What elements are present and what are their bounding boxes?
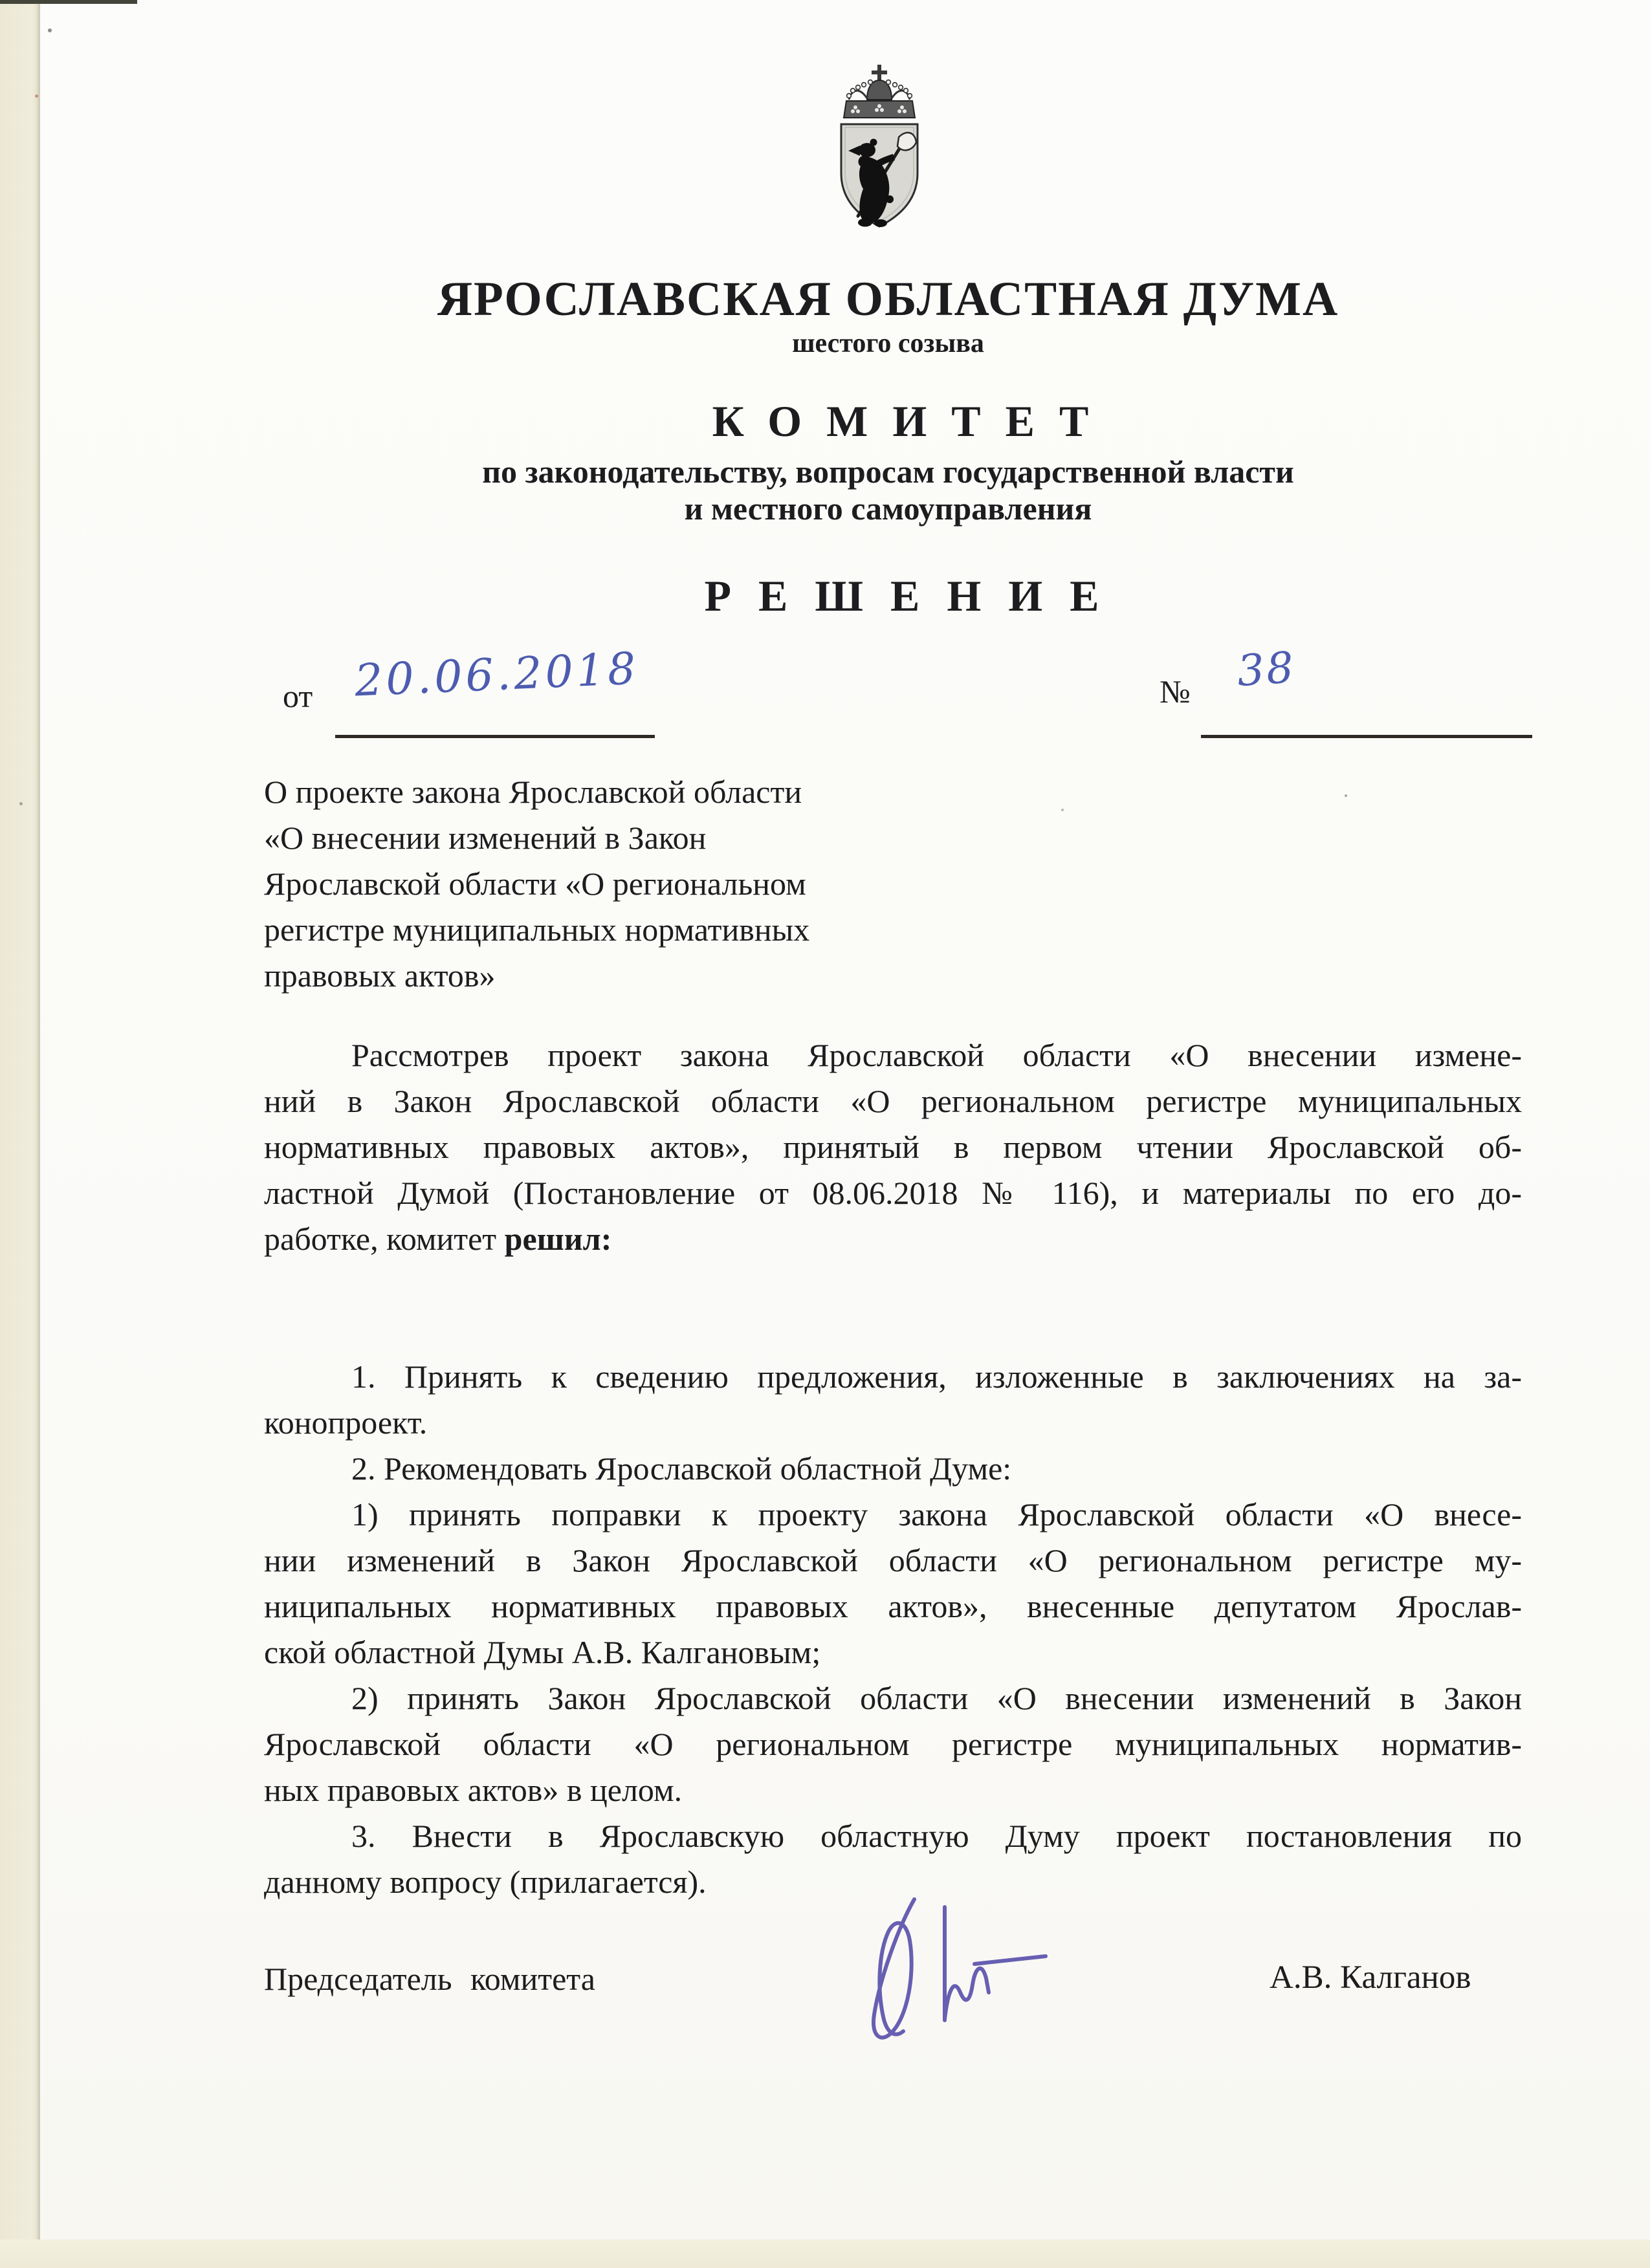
body-line: ных правовых актов» в целом. [264, 1772, 683, 1808]
body-line: ний в Закон Ярославской области «О региональном регистре муниципальных [264, 1083, 1522, 1119]
number-label: № [1160, 673, 1191, 710]
body-line: работке, комитет решил: [264, 1221, 612, 1257]
number-underline [1201, 735, 1532, 738]
document-type-title: РЕШЕНИЕ [704, 571, 1127, 620]
committee-description-line2: и местного самоуправления [684, 490, 1092, 527]
body-line: нии изменений в Закон Ярославской области «О региональном регистре му- [264, 1542, 1522, 1578]
scan-speck [1345, 794, 1347, 797]
date-underline [335, 735, 655, 738]
body-line: 1) принять поправки к проекту закона Ярославской области «О внесе- [351, 1496, 1522, 1532]
handwritten-date: 20.06.2018 [353, 643, 640, 707]
body-line: Ярославской области «О региональном регистре муниципальных норматив- [264, 1726, 1522, 1762]
scanner-edge-top [0, 0, 137, 4]
body-line: 2. Рекомендовать Ярославской областной Думе: [351, 1450, 1012, 1487]
body-line: ской областной Думы А.В. Калгановым; [264, 1634, 821, 1670]
body-line: конопроект. [264, 1404, 428, 1441]
body-line: нормативных правовых актов», принятый в первом чтении Ярославской об- [264, 1129, 1522, 1165]
body-line: 1. Принять к сведению предложения, изложенные в заключениях на за- [351, 1358, 1522, 1395]
document-subject [264, 771, 1040, 1001]
body-line: 3. Внести в Ярославскую областную Думу проект постановления по [351, 1818, 1522, 1854]
convocation-subtitle: шестого созыва [792, 329, 984, 358]
handwritten-number: 38 [1235, 642, 1297, 697]
subject-line: О проекте закона Ярославской области [264, 774, 802, 810]
committee-title: КОМИТЕТ [712, 397, 1114, 446]
scanner-edge-left [0, 0, 40, 2268]
date-label: от [283, 678, 313, 714]
committee-description-line1: по законодательству, вопросам государственной власти [482, 453, 1294, 490]
organization-title: ЯРОСЛАВСКАЯ ОБЛАСТНАЯ ДУМА [437, 272, 1339, 326]
document-body [264, 1032, 1522, 1905]
subject-line: Ярославской области «О региональном [264, 866, 806, 902]
scanner-edge-bottom [0, 2240, 1650, 2268]
signer-position-label: Председатель комитета [264, 1961, 595, 1997]
scan-speck [19, 802, 23, 805]
subject-line: «О внесении изменений в Закон [264, 820, 707, 856]
body-line: данному вопросу (прилагается). [264, 1864, 707, 1900]
body-line: Рассмотрев проект закона Ярославской области «О внесении измене- [351, 1037, 1522, 1073]
chairman-signature-scribble [782, 1888, 1079, 2062]
yaroslavl-coat-of-arms-icon [833, 62, 925, 232]
scan-speck [48, 28, 52, 32]
body-line: ниципальных нормативных правовых актов», внесенные депутатом Ярослав- [264, 1588, 1522, 1624]
signer-name: А.В. Калганов [1270, 1959, 1471, 1996]
scan-speck [1061, 809, 1064, 811]
body-line: 2) принять Закон Ярославской области «О внесении изменений в Закон [351, 1680, 1522, 1716]
body-line: ластной Думой (Постановление от 08.06.2018 № 116), и материалы по его до- [264, 1175, 1522, 1211]
scan-speck [35, 94, 38, 98]
subject-line: правовых актов» [264, 957, 496, 994]
subject-line: регистре муниципальных нормативных [264, 911, 810, 948]
crown [844, 65, 915, 118]
